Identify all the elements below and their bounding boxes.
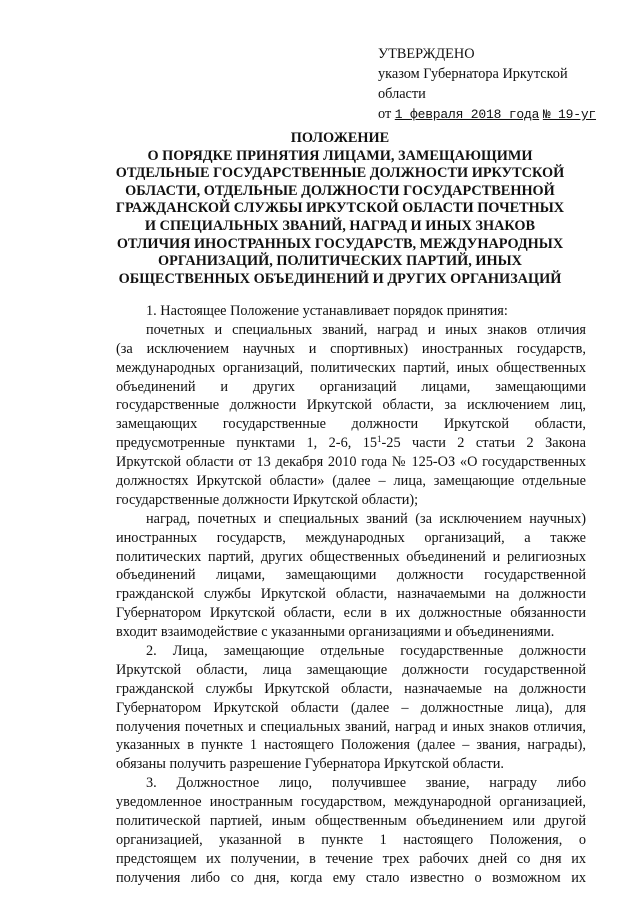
title-line: ОРГАНИЗАЦИЙ, ПОЛИТИЧЕСКИХ ПАРТИЙ, ИНЫХ [158, 253, 522, 270]
body-line: государственные должности Иркутской области, за исключением лиц, [116, 397, 586, 414]
body-line: организацией, указанной в пункте 1 настоящего Положения, о [116, 831, 586, 848]
title-line: ПОЛОЖЕНИЕ [290, 130, 390, 146]
body-line: гражданской службы Иркутской области, назначаемыми на должности [116, 586, 586, 603]
body-line: наград, почетных и специальных званий (за исключением научных) [146, 510, 586, 527]
body-line: международных организаций, политических партий, иных общественных [116, 359, 586, 376]
body-line: получения либо со дня, когда ему стало известно о возможном их [116, 869, 586, 886]
body-line-part: -25 части 2 статьи 2 Закона [381, 435, 586, 452]
body-line: указанных в пункте 1 настоящего Положения (далее – звания, награды), [116, 737, 586, 754]
body-line: 2. Лица, замещающие отдельные государственные должности [146, 643, 586, 660]
body-line: объединений лицами, замещающими должности государственной [116, 567, 586, 584]
body-line: объединений и других организаций лицами, замещающими [116, 378, 586, 395]
body-line: замещающих государственные должности Иркутской области, [116, 416, 586, 433]
approval-decree-line: указом Губернатора Иркутской [378, 66, 568, 82]
body-line: 1. Настоящее Положение устанавливает порядок принятия: [146, 303, 508, 319]
body-line: иностранных государств, международных организаций, а также [116, 529, 586, 546]
title-line: ОБЛАСТИ, ОТДЕЛЬНЫЕ ДОЛЖНОСТИ ГОСУДАРСТВЕННОЙ [125, 182, 555, 199]
body-line: политической партией, иным общественным объединением или другой [116, 813, 586, 830]
body-line: уведомленное иностранным государством, международной организацией, [116, 794, 586, 811]
document-body [116, 302, 586, 888]
title-line: ГРАЖДАНСКОЙ СЛУЖБЫ ИРКУТСКОЙ ОБЛАСТИ ПОЧЕТНЫХ [115, 200, 565, 217]
body-line: 3. Должностное лицо, получившее звание, награду либо [146, 775, 586, 792]
body-line: политических партий, других общественных объединений и религиозных [116, 548, 586, 565]
approval-stamp [378, 44, 628, 125]
body-line: гражданской службы Иркутской области, назначаемые на должности [116, 680, 586, 697]
body-line: получения почетных и специальных званий, наград и иных знаков отличия, [116, 718, 586, 735]
body-line: Губернатором Иркутской области, если в их должностные обязанности [116, 605, 586, 622]
title-line: ОТДЕЛЬНЫЕ ГОСУДАРСТВЕННЫЕ ДОЛЖНОСТИ ИРКУТСКОЙ [115, 165, 565, 182]
body-line: Иркутской области, лица замещающие должности государственной [116, 661, 586, 678]
superscript: 1 [377, 434, 382, 445]
date-prefix: от [378, 106, 392, 122]
body-line: входит взаимодействие с указанными организациями и объединениями. [116, 624, 555, 641]
decree-number: № 19-уг [542, 107, 597, 122]
title-line: ОБЩЕСТВЕННЫХ ОБЪЕДИНЕНИЙ И ДРУГИХ ОРГАНИЗАЦИЙ [118, 270, 562, 287]
body-line-part: предусмотренные пунктами 1, 2-6, 15 [116, 435, 378, 452]
body-line: должностях Иркутской области» (далее – лица, замещающие отдельные [116, 473, 586, 490]
body-line: обязаны получить разрешение Губернатора Иркутской области. [116, 756, 505, 773]
body-line [116, 434, 586, 453]
title-line: О ПОРЯДКЕ ПРИНЯТИЯ ЛИЦАМИ, ЗАМЕЩАЮЩИМИ [147, 147, 533, 164]
approved-label: УТВЕРЖДЕНО [378, 46, 475, 62]
title-line: И СПЕЦИАЛЬНЫХ ЗВАНИЙ, НАГРАД И ИНЫХ ЗНАКОВ [144, 217, 536, 234]
body-line: предстоящем их получении, в течение трех рабочих дней со дня их [116, 850, 586, 867]
body-line: Иркутской области от 13 декабря 2010 года № 125-ОЗ «О государственных [116, 454, 586, 471]
body-line: почетных и специальных званий, наград и иных знаков отличия [146, 321, 586, 338]
body-line: Губернатором Иркутской области (далее – должностные лица), для [116, 699, 586, 716]
approval-region-line: области [378, 86, 426, 102]
title-line: ОТЛИЧИЯ ИНОСТРАННЫХ ГОСУДАРСТВ, МЕЖДУНАРОДНЫХ [116, 235, 564, 252]
document-title [95, 130, 585, 288]
approval-date-line [378, 104, 628, 125]
body-line: (за исключением научных и спортивных) иностранных государств, [116, 340, 586, 357]
decree-date: 1 февраля 2018 года [394, 107, 540, 122]
body-line: государственные должности Иркутской области); [116, 491, 419, 508]
